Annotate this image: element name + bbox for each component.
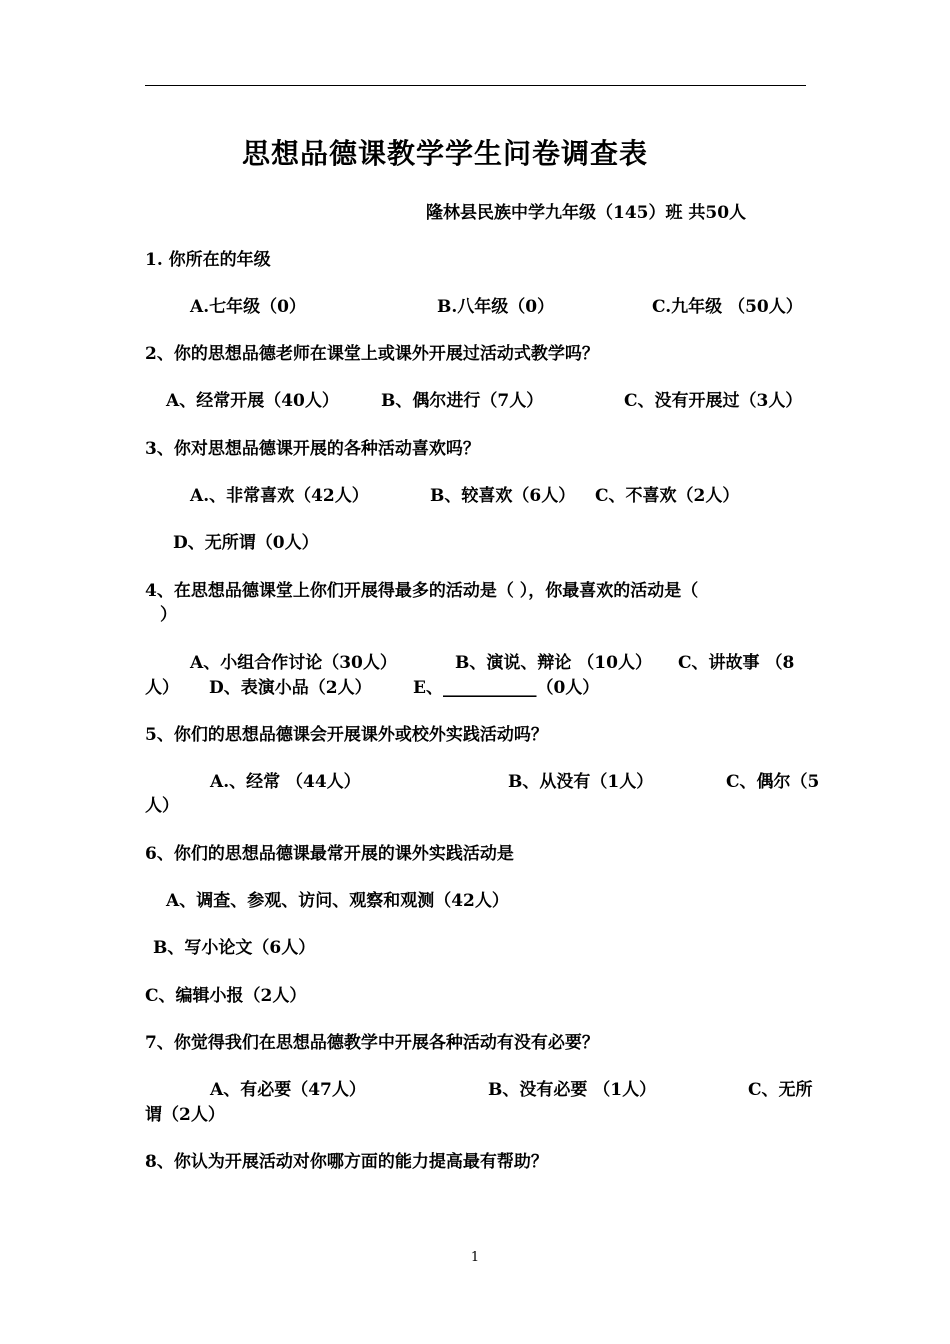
q4-option-a: A、小组合作讨论（30人） — [190, 653, 397, 673]
q3-option-d: D、无所谓（0人） — [173, 533, 319, 553]
q4-option-c-continued: 人） — [145, 678, 179, 698]
q6-option-b: B、写小论文（6人） — [153, 938, 316, 958]
q2-option-b: B、偶尔进行（7人） — [381, 391, 544, 411]
question-6: 6、你们的思想品德课最常开展的课外实践活动是 — [145, 844, 514, 864]
q5-option-a: A.、经常 （44人） — [210, 772, 361, 792]
q6-option-a: A、调查、参观、访问、观察和观测（42人） — [166, 891, 509, 911]
q5-option-c: C、偶尔（5 — [726, 772, 820, 792]
question-2: 2、你的思想品德老师在课堂上或课外开展过活动式教学吗？ — [145, 344, 599, 364]
question-1: 1. 你所在的年级 — [145, 250, 271, 270]
q3-option-c: C、不喜欢（2人） — [595, 486, 740, 506]
q4-option-c: C、讲故事 （8 — [678, 653, 795, 673]
q4-option-d: D、表演小品（2人） — [209, 678, 372, 698]
question-4-line-1: 4、在思想品德课堂上你们开展得最多的活动是（ ），你最喜欢的活动是（ — [145, 581, 699, 601]
page-number: 1 — [470, 1250, 480, 1265]
q7-option-c: C、无所 — [748, 1080, 813, 1100]
question-4-line-2: ） — [160, 605, 177, 625]
question-8: 8、你认为开展活动对你哪方面的能力提高最有帮助？ — [145, 1152, 548, 1172]
question-3: 3、你对思想品德课开展的各种活动喜欢吗？ — [145, 439, 480, 459]
q7-option-a: A、有必要（47人） — [210, 1080, 366, 1100]
document-title: 思想品德课教学学生问卷调查表 — [241, 137, 648, 170]
q4-option-b: B、演说、辩论 （10人） — [455, 653, 652, 673]
question-5: 5、你们的思想品德课会开展课外或校外实践活动吗？ — [145, 725, 548, 745]
q7-option-c-continued: 谓（2人） — [145, 1105, 225, 1125]
q6-option-c: C、编辑小报（2人） — [145, 986, 307, 1006]
document-subtitle: 隆林县民族中学九年级（145）班 共50人 — [426, 203, 747, 223]
question-7: 7、你觉得我们在思想品德教学中开展各种活动有没有必要？ — [145, 1033, 599, 1053]
q2-option-a: A、经常开展（40人） — [166, 391, 339, 411]
q7-option-b: B、没有必要 （1人） — [488, 1080, 657, 1100]
q1-option-a: A.七年级（0） — [190, 297, 306, 317]
q3-option-a: A.、非常喜欢（42人） — [190, 486, 369, 506]
q4-option-e: E、___________（0人） — [413, 678, 600, 698]
q3-option-b: B、较喜欢（6人） — [430, 486, 576, 506]
q5-option-c-continued: 人） — [145, 796, 179, 816]
q5-option-b: B、从没有（1人） — [508, 772, 654, 792]
q1-option-c: C.九年级 （50人） — [652, 297, 803, 317]
q2-option-c: C、没有开展过（3人） — [624, 391, 803, 411]
header-rule — [145, 85, 806, 86]
q1-option-b: B.八年级（0） — [437, 297, 555, 317]
